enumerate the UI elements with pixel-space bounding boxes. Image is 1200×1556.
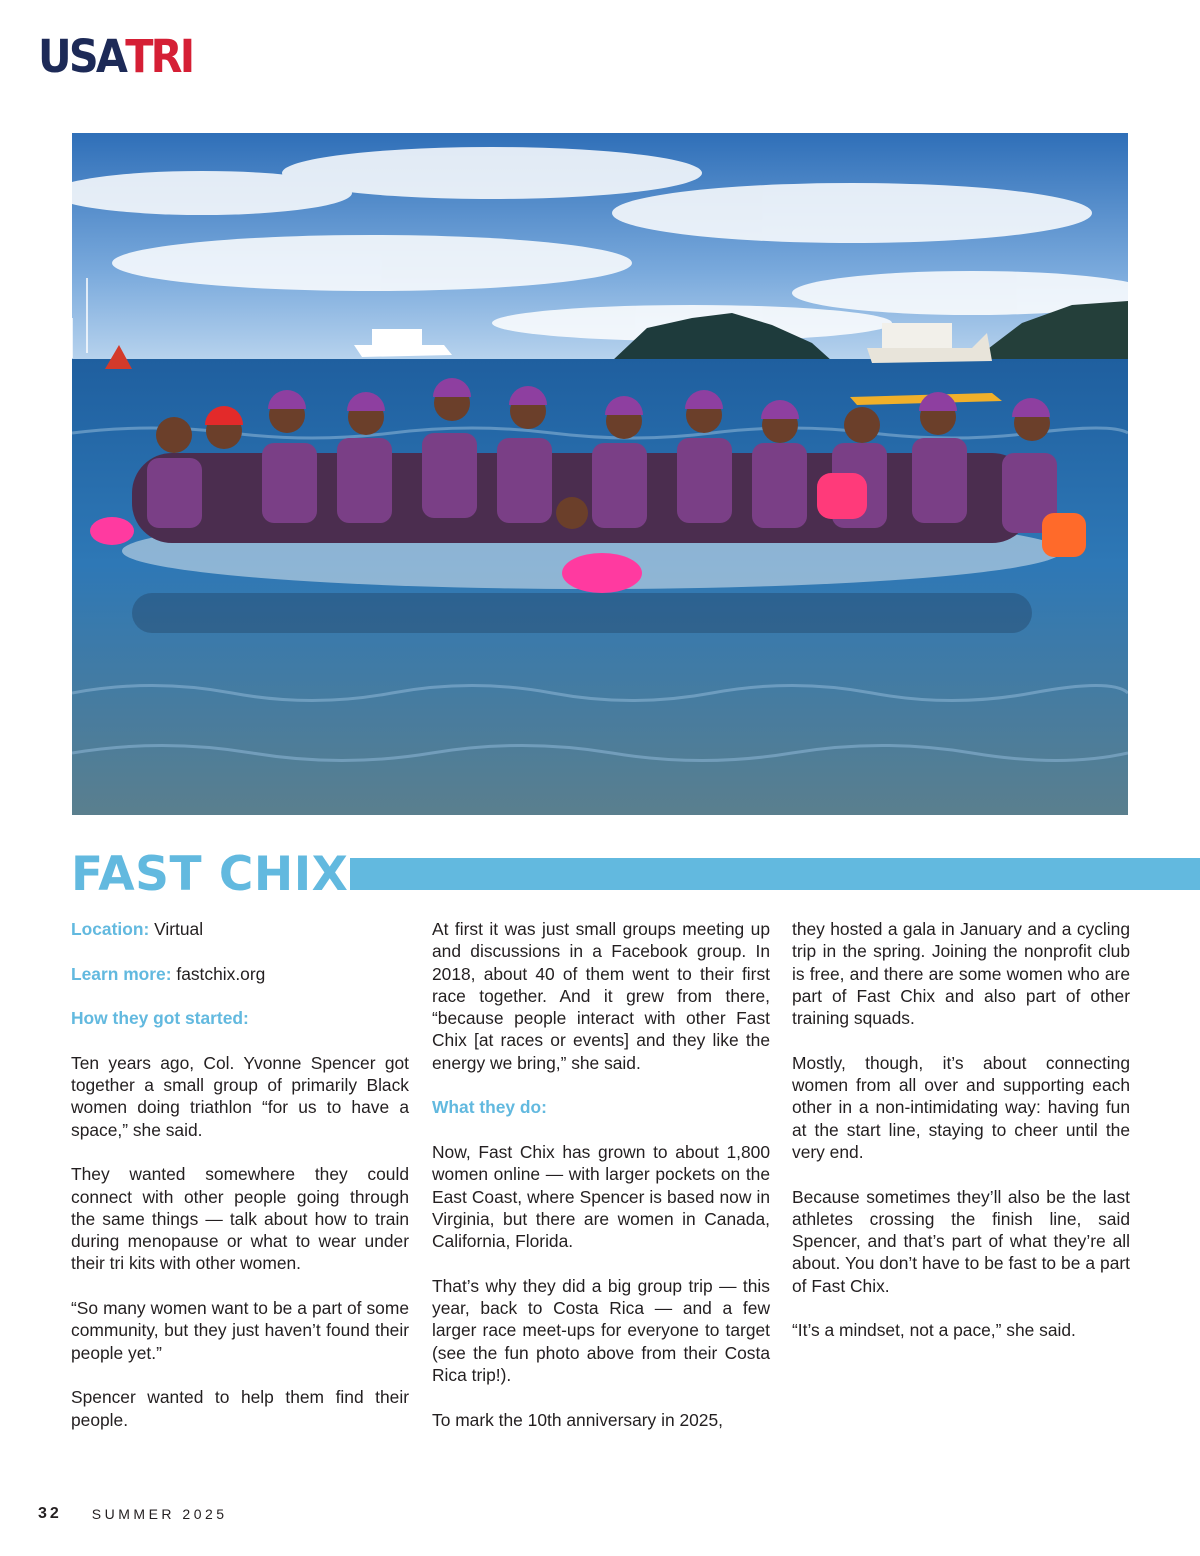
paragraph: they hosted a gala in January and a cycling trip in the spring. Joining the nonprofit club is free, and there are some women who are part of Fast Chix and also part of other training squads. <box>792 919 1130 1029</box>
title-bar <box>350 858 1200 890</box>
column-2 <box>432 918 770 1431</box>
paragraph: At first it was just small groups meeting up and discussions in a Facebook group. In 2018, about 40 of them went to their first race together. And it grew from there, “because people interact with other Fast Chix [at races or events] and they like the energy we bring,” she said. <box>432 919 770 1073</box>
quote-paragraph: “So many women want to be a part of some community, but they just haven’t found their people yet.” <box>71 1298 409 1363</box>
usatri-logo <box>38 30 192 82</box>
article-title: FAST CHIX <box>71 847 349 902</box>
subheading-started: How they got started: <box>71 1008 249 1029</box>
paragraph: That’s why they did a big group trip — this year, back to Costa Rica — and a few larger race meet-ups for everyone to target (see the fun photo above from their Costa Rica trip!). <box>432 1275 770 1385</box>
location-label: Location: <box>71 919 150 939</box>
learn-more-label: Learn more: <box>71 963 172 984</box>
subheading-what-they-do: What they do: <box>432 1097 547 1118</box>
paragraph: They wanted somewhere they could connect with other people going through the same things — talk about how to train during menopause or what to wear under their tri kits with other women. <box>71 1164 409 1274</box>
paragraph: To mark the 10th anniversary in 2025, <box>432 1409 723 1430</box>
paragraph: Because sometimes they’ll also be the last athletes crossing the finish line, said Spencer, and that’s part of what they’re all about. You don’t have to be fast to be a part of Fast Chix. <box>792 1186 1130 1296</box>
paragraph: Spencer wanted to help them find their people. <box>71 1387 409 1430</box>
logo-usa: USA <box>38 29 126 83</box>
group-swim-photo <box>72 133 1128 815</box>
location-value: Virtual <box>154 919 204 939</box>
learn-more-line <box>71 963 409 985</box>
quote-paragraph: “It’s a mindset, not a pace,” she said. <box>792 1320 1076 1341</box>
footer <box>38 1505 228 1523</box>
issue-label: SUMMER 2025 <box>91 1506 228 1522</box>
paragraph: Now, Fast Chix has grown to about 1,800 women online — with larger pockets on the East Coast, where Spencer is based now in Virginia, but there are women in Canada, California, Florida. <box>432 1141 770 1252</box>
location-line <box>71 918 409 940</box>
column-1 <box>71 918 409 1431</box>
learn-more-link[interactable]: fastchix.org <box>176 963 266 984</box>
column-3 <box>792 918 1130 1342</box>
paragraph: Mostly, though, it’s about connecting women from all over and supporting each other in a non-intimidating way: having fun at the start line, staying to cheer until the very end. <box>792 1052 1130 1162</box>
logo-tri: TRI <box>125 29 193 83</box>
paragraph: Ten years ago, Col. Yvonne Spencer got together a small group of primarily Black women doing triathlon “for us to have a space,” she said. <box>71 1052 409 1140</box>
page-number: 32 <box>38 1505 62 1522</box>
